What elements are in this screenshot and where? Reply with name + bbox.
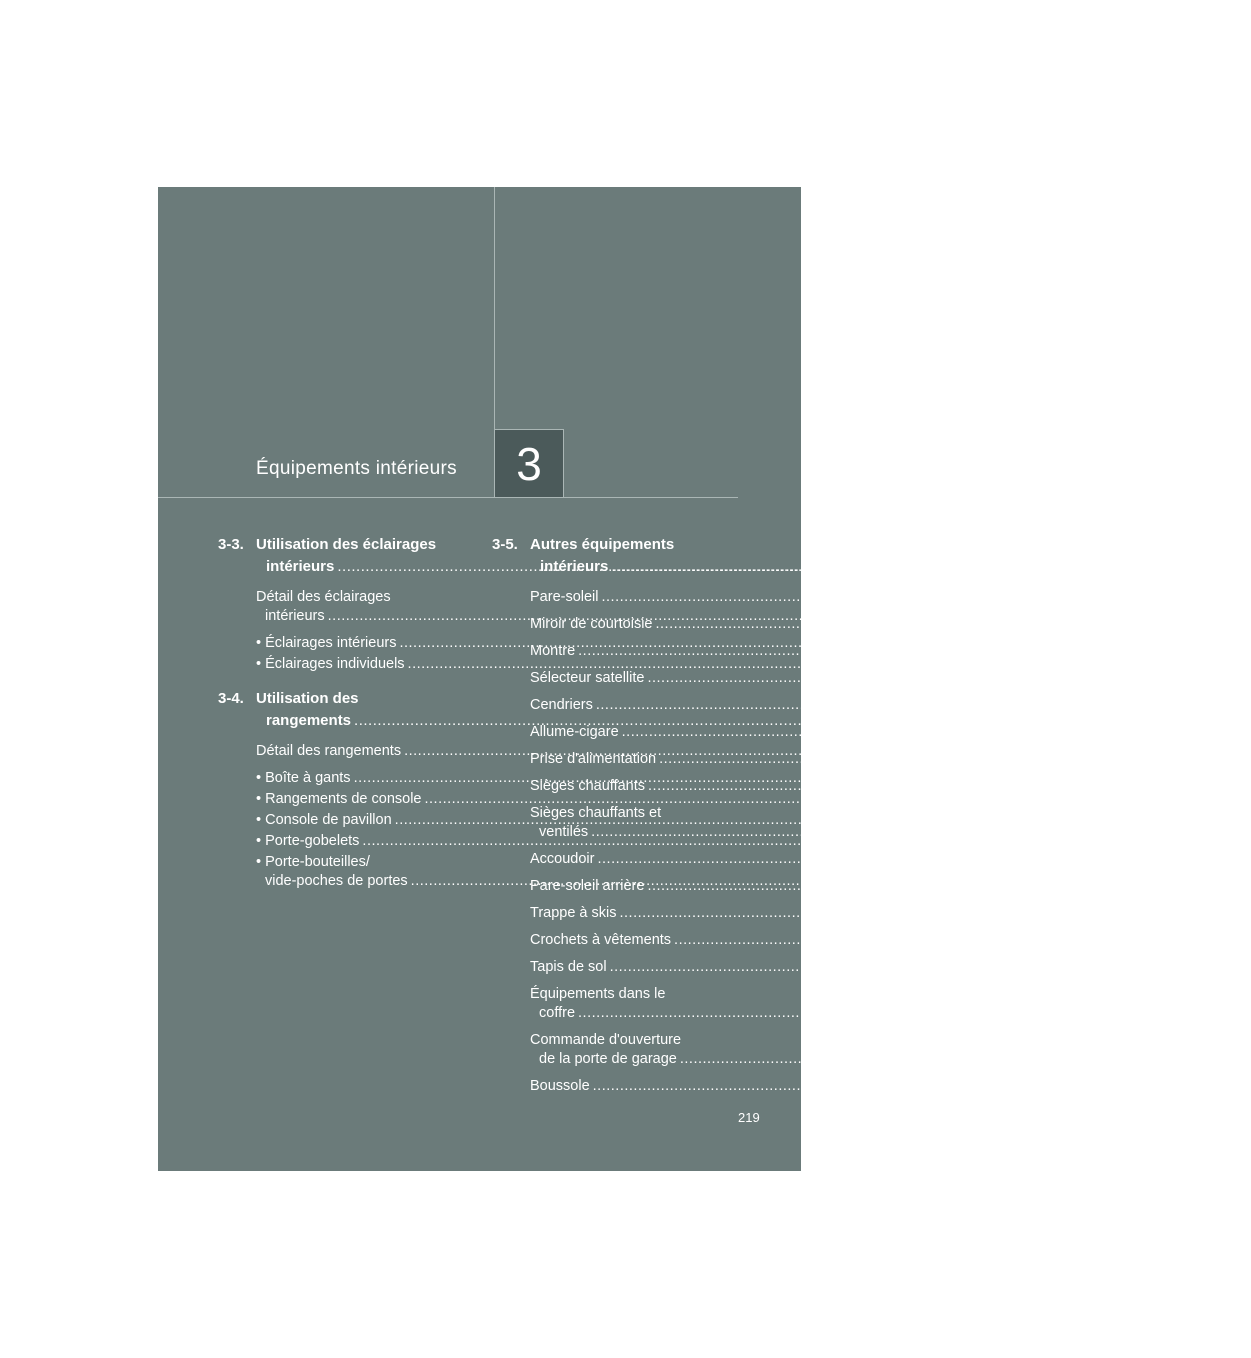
dot-leader bbox=[591, 823, 1134, 842]
toc-entry-page: 270 bbox=[908, 833, 934, 849]
toc-entry-text: • Porte-gobelets bbox=[256, 833, 360, 849]
toc-entry bbox=[530, 958, 1181, 977]
dot-leader bbox=[597, 850, 1140, 869]
dot-leader bbox=[611, 556, 1171, 578]
dot-leader bbox=[656, 615, 1199, 634]
toc-entry-line bbox=[530, 588, 1173, 607]
toc-entry-line bbox=[530, 850, 1169, 869]
toc-entry-text: • Éclairages intérieurs bbox=[256, 635, 397, 651]
toc-entry-line bbox=[530, 804, 740, 823]
section-title bbox=[530, 534, 1201, 578]
toc-entry bbox=[530, 1077, 1164, 1096]
section-page-number: 267 bbox=[917, 712, 944, 729]
toc-entry-page: 284 bbox=[1137, 824, 1162, 840]
dot-leader bbox=[647, 877, 1190, 896]
section-number: 3-5. bbox=[492, 536, 518, 553]
section-title-text: rangements bbox=[266, 712, 352, 729]
toc-entry-text: coffre bbox=[539, 1005, 576, 1021]
dot-leader bbox=[622, 723, 1165, 742]
toc-entry-line bbox=[530, 1050, 1251, 1069]
toc-entry-text: Cendriers bbox=[530, 697, 593, 713]
toc-entry-page: 269 bbox=[941, 812, 966, 828]
toc-entry bbox=[530, 588, 1173, 607]
dot-leader bbox=[680, 1050, 1223, 1069]
vertical-rule bbox=[494, 187, 495, 429]
toc-entry bbox=[530, 1031, 1251, 1069]
section-number: 3-3. bbox=[218, 536, 244, 553]
toc-entry-line bbox=[530, 669, 1219, 688]
toc-entry bbox=[530, 850, 1169, 869]
toc-entry-text: Sièges chauffants bbox=[530, 778, 646, 794]
toc-entry bbox=[530, 696, 1167, 715]
toc-entry-text: Pare-soleil arrière bbox=[530, 878, 645, 894]
toc-entry-page: 293 bbox=[1124, 1005, 1149, 1021]
toc-entry-line bbox=[256, 790, 996, 809]
dot-leader bbox=[578, 1004, 1121, 1023]
toc-entry-page: 286 bbox=[1143, 851, 1169, 867]
toc-entry-page: 275 bbox=[1124, 643, 1149, 659]
horizontal-rule bbox=[158, 497, 738, 498]
toc-entry-line bbox=[530, 1004, 1149, 1023]
toc-entry-line bbox=[530, 958, 1181, 977]
toc-entry-line bbox=[256, 588, 466, 607]
toc-entry-text: Pare-soleil bbox=[530, 589, 599, 605]
toc-entry-page: 265 bbox=[953, 656, 979, 672]
section-page-number: 273 bbox=[1174, 558, 1202, 575]
toc-entry bbox=[530, 985, 1149, 1023]
toc-entry bbox=[530, 931, 1245, 950]
toc-entry-text: Commande d'ouverture bbox=[530, 1032, 682, 1048]
dot-leader bbox=[593, 1077, 1136, 1096]
toc-entry-page: 296 bbox=[1226, 1051, 1251, 1067]
toc-entry-text: Accoudoir bbox=[530, 851, 595, 867]
toc-entry-page: 267 bbox=[950, 743, 975, 759]
toc-entry-text: vide-poches de portes bbox=[265, 873, 408, 889]
toc-entry-text: • Éclairages individuels bbox=[256, 656, 405, 672]
dot-leader bbox=[659, 750, 1202, 769]
dot-leader bbox=[647, 669, 1190, 688]
toc-entry-page: 268 bbox=[970, 791, 996, 807]
toc-entry-text: • Console de pavillon bbox=[256, 812, 392, 828]
dot-leader bbox=[648, 777, 1191, 796]
toc-entry-text: Détail des éclairages bbox=[256, 589, 391, 605]
section-page-number: 262 bbox=[900, 558, 928, 575]
toc-entry-line bbox=[530, 985, 740, 1004]
toc-entry bbox=[530, 904, 1191, 923]
dot-leader bbox=[674, 931, 1217, 950]
toc-entry-text: ventilés bbox=[539, 824, 589, 840]
toc-entry-line bbox=[530, 1031, 740, 1050]
toc-entry-line bbox=[530, 1077, 1164, 1096]
dot-leader bbox=[610, 958, 1153, 977]
toc-entry-line bbox=[530, 723, 1193, 742]
toc-entry-page: 267 bbox=[900, 770, 925, 786]
dot-leader bbox=[596, 696, 1139, 715]
toc-entry-page: 292 bbox=[1156, 959, 1181, 975]
toc-entry-text: Crochets à vêtements bbox=[530, 932, 672, 948]
dot-leader bbox=[620, 904, 1163, 923]
toc-entry-text: • Rangements de console bbox=[256, 791, 422, 807]
toc-entry-page: 265 bbox=[945, 635, 971, 651]
toc-entry bbox=[530, 723, 1193, 742]
toc-entry-line bbox=[530, 696, 1167, 715]
toc-entry-line bbox=[256, 655, 979, 674]
toc-entry-text: Sélecteur satellite bbox=[530, 670, 645, 686]
toc-entry-page: 304 bbox=[1139, 1078, 1164, 1094]
toc-entry-text: Prise d'alimentation bbox=[530, 751, 657, 767]
toc-entry-page: 281 bbox=[1205, 751, 1230, 767]
toc-entry-page: 282 bbox=[1194, 778, 1219, 794]
chapter-title: Équipements intérieurs bbox=[256, 458, 457, 479]
page-number: 219 bbox=[738, 1110, 760, 1125]
toc-entry-page: 290 bbox=[1165, 905, 1191, 921]
toc-entry-text: • Boîte à gants bbox=[256, 770, 351, 786]
dot-leader bbox=[602, 588, 1145, 607]
toc-entry-page: 273 bbox=[1147, 589, 1173, 605]
toc-entry-text: intérieurs bbox=[265, 608, 325, 624]
toc-entry-line bbox=[530, 904, 1191, 923]
toc-entry-page: 291 bbox=[1220, 932, 1245, 948]
section-title-line bbox=[530, 556, 1201, 578]
toc-entry-page: 262 bbox=[874, 608, 899, 624]
toc-entry-page: 280 bbox=[1168, 724, 1193, 740]
chapter-number: 3 bbox=[516, 437, 542, 490]
toc-entry-page: 287 bbox=[1193, 878, 1219, 894]
section-number: 3-4. bbox=[218, 690, 244, 707]
section-title-line: Utilisation des éclairages bbox=[256, 536, 437, 553]
toc-entry-text: Trappe à skis bbox=[530, 905, 617, 921]
toc-entry-page: 276 bbox=[1193, 670, 1219, 686]
toc-entry-text: Montre bbox=[530, 643, 576, 659]
toc-entry-text: • Porte-bouteilles/ bbox=[256, 854, 370, 870]
toc-entry-page: 274 bbox=[1201, 616, 1227, 632]
toc-entry-text: Détail des rangements bbox=[256, 743, 402, 759]
toc-entry-text: Sièges chauffants et bbox=[530, 805, 662, 821]
toc-entry-page: 272 bbox=[957, 873, 982, 889]
toc-entry bbox=[256, 655, 979, 674]
toc-entry-text: de la porte de garage bbox=[539, 1051, 677, 1067]
dot-leader bbox=[578, 642, 1121, 661]
toc-entry-page: 279 bbox=[1142, 697, 1167, 713]
toc-entry-text: Équipements dans le bbox=[530, 986, 666, 1002]
toc-entry-text: Miroir de courtoisie bbox=[530, 616, 653, 632]
chapter-number-box bbox=[494, 429, 564, 498]
toc-entry-text: Allume-cigare bbox=[530, 724, 619, 740]
toc-entry bbox=[530, 669, 1219, 688]
toc-entry bbox=[256, 790, 996, 809]
section-title-line: Utilisation des bbox=[256, 690, 359, 707]
section-title-text: intérieurs bbox=[540, 558, 609, 575]
section-title-text: intérieurs bbox=[266, 558, 335, 575]
toc-entry-text: Tapis de sol bbox=[530, 959, 607, 975]
section-title-line: Autres équipements bbox=[530, 536, 675, 553]
toc-entry-line bbox=[530, 931, 1245, 950]
toc-entry-text: Boussole bbox=[530, 1078, 590, 1094]
toc-entry-line bbox=[256, 853, 466, 872]
